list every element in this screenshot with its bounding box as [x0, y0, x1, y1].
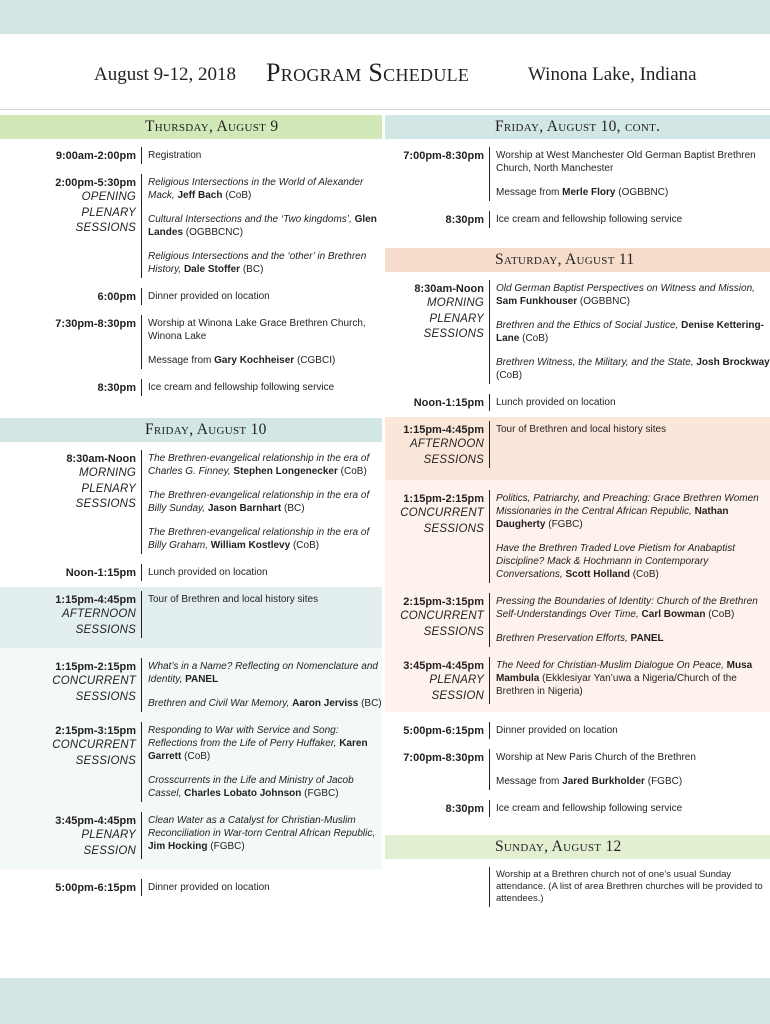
slot-entry: Registration	[148, 150, 202, 161]
speaker-name: Denise Kettering-Lane	[496, 320, 764, 344]
header-divider	[0, 109, 770, 110]
session-label: SESSIONS	[423, 522, 484, 535]
slot-entry: Ice cream and fellowship following service	[496, 803, 683, 814]
top-band	[0, 0, 770, 34]
event-dates: August 9-12, 2018	[94, 64, 236, 85]
slot-entry: Lunch provided on location	[496, 397, 616, 408]
speaker-name: Merle Flory	[562, 187, 616, 198]
speaker-name: Carl Bowman	[641, 609, 706, 620]
session-label: OPENING	[81, 191, 136, 203]
session-label: MORNING	[427, 297, 484, 309]
session-label: SESSIONS	[423, 453, 484, 466]
session-label: PLENARY	[81, 482, 136, 495]
session-entry: Brethren Witness, the Military, and the State, Josh Brockway (CoB)	[496, 357, 770, 381]
slot-time: 7:00pm-8:30pm	[403, 752, 484, 764]
session-entry: The Need for Christian-Muslim Dialogue On Peace, Musa Mambula (Ekklesiyar Yan’uwa a Nigeria/Church of the Brethren in Nigeria)	[496, 660, 753, 697]
slot-time: 1:15pm-2:15pm	[403, 493, 484, 505]
speaker-name: Karen Garrett	[148, 738, 368, 762]
speaker-name: Jim Hocking	[148, 841, 208, 852]
schedule-slot	[385, 722, 770, 739]
session-entry: Crosscurrents in the Life and Ministry of Jacob Cassel, Charles Lobato Johnson (FGBC)	[148, 775, 354, 799]
slot-time: 1:15pm-2:15pm	[55, 661, 136, 673]
slot-time: 9:00am-2:00pm	[55, 150, 136, 162]
session-entry: Old German Baptist Perspectives on Witness and Mission, Sam Funkhouser (OGBBNC)	[496, 283, 755, 307]
slot-time: 7:00pm-8:30pm	[403, 150, 484, 162]
slot-entry: Worship at Winona Lake Grace Brethren Church, Winona Lake	[148, 318, 366, 342]
schedule-slot	[0, 288, 382, 305]
slot-entry: Message from Merle Flory (OGBBNC)	[496, 187, 669, 198]
right-column	[385, 115, 770, 907]
schedule-slot	[0, 648, 382, 712]
slot-time: 1:15pm-4:45pm	[55, 594, 136, 606]
session-entry: What’s in a Name? Reflecting on Nomenclature and Identity, PANEL	[148, 661, 378, 685]
speaker-name: Musa Mambula	[496, 660, 753, 684]
session-label: SESSIONS	[75, 498, 136, 510]
slot-entry: Ice cream and fellowship following service	[496, 214, 683, 225]
session-label: CONCURRENT	[400, 507, 484, 519]
session-label: AFTERNOON	[62, 608, 136, 620]
slot-time: Noon-1:15pm	[413, 397, 484, 409]
session-entry: Brethren and the Ethics of Social Justice, Denise Kettering-Lane (CoB)	[496, 320, 764, 344]
session-entry: Religious Intersections in the World of Alexander Mack, Jeff Bach (CoB)	[148, 177, 364, 201]
speaker-name: Aaron Jerviss	[292, 698, 359, 709]
schedule-slot	[385, 394, 770, 411]
speaker-name: Josh Brockway	[696, 357, 770, 368]
schedule-slot	[0, 315, 382, 369]
speaker-name: Jared Burkholder	[562, 776, 645, 787]
session-label: CONCURRENT	[52, 675, 136, 687]
slot-entry: Ice cream and fellowship following service	[148, 382, 335, 393]
session-label: SESSIONS	[75, 690, 136, 703]
session-entry: Brethren and Civil War Memory, Aaron Jerviss (BC)	[148, 698, 382, 709]
slot-time: 5:00pm-6:15pm	[403, 725, 484, 737]
session-entry: The Brethren-evangelical relationship in the era of Charles G. Finney, Stephen Longenecker (CoB)	[148, 453, 370, 477]
saturday-heading: Saturday, August 11	[385, 248, 770, 272]
slot-entry: Tour of Brethren and local history sites	[496, 424, 667, 435]
slot-time: 2:00pm-5:30pm	[55, 177, 136, 189]
session-label: PLENARY	[429, 674, 484, 686]
schedule-slot	[0, 722, 382, 802]
schedule-slot	[385, 749, 770, 790]
session-entry: Responding to War with Service and Song: Reflections from the Life of Perry Huffaker, Karen Garrett (CoB)	[148, 725, 368, 762]
left-column	[0, 115, 382, 896]
slot-entry: Dinner provided on location	[148, 882, 270, 893]
slot-entry: Worship at West Manchester Old German Baptist Brethren Church, North Manchester	[496, 150, 756, 174]
schedule-slot	[385, 211, 770, 228]
slot-time: 3:45pm-4:45pm	[403, 660, 484, 672]
schedule-slot	[0, 450, 382, 554]
schedule-slot-highlight	[0, 587, 382, 648]
session-label: PLENARY	[81, 206, 136, 219]
schedule-slot	[385, 800, 770, 817]
session-label: SESSION	[431, 689, 484, 702]
slot-entry: Worship at a Brethren church not of one’s usual Sunday attendance. (A list of area Brethren churches will be provided to attendees.)	[496, 869, 763, 904]
schedule-slot	[385, 480, 770, 583]
session-label: SESSIONS	[75, 623, 136, 636]
slot-time: 5:00pm-6:15pm	[55, 882, 136, 894]
thursday-heading: Thursday, August 9	[0, 115, 382, 139]
speaker-name: Dale Stoffer	[183, 264, 241, 275]
friday-heading: Friday, August 10	[0, 418, 382, 442]
speaker-name: Gary Kochheiser	[214, 355, 295, 366]
session-label: AFTERNOON	[410, 438, 484, 450]
sunday-heading: Sunday, August 12	[385, 835, 770, 859]
session-label: SESSIONS	[75, 222, 136, 234]
speaker-name: PANEL	[185, 674, 219, 685]
schedule-slot	[0, 379, 382, 396]
session-entry: Politics, Patriarchy, and Preaching: Grace Brethren Women Missionaries in the Central African Republic, Nathan Daugherty (FGBC)	[496, 493, 759, 530]
session-label: CONCURRENT	[400, 610, 484, 622]
session-entry: Have the Brethren Traded Love Pietism for Anabaptist Discipline? Mack & Hochmann in Contemporary Conversations, Scott Holland (CoB)	[496, 543, 736, 580]
schedule-slot	[385, 657, 770, 712]
schedule-slot	[385, 593, 770, 647]
session-entry: Religious Intersections and the ‘other’ in Brethren History, Dale Stoffer (BC)	[148, 251, 367, 275]
session-entry: Brethren Preservation Efforts, PANEL	[496, 633, 664, 644]
slot-entry: Lunch provided on location	[148, 567, 268, 578]
schedule-slot	[0, 564, 382, 581]
slot-time: 2:15pm-3:15pm	[403, 596, 484, 608]
session-label: MORNING	[79, 467, 136, 479]
session-label: SESSIONS	[423, 328, 484, 340]
slot-time: 8:30am-Noon	[66, 453, 136, 465]
slot-time: 1:15pm-4:45pm	[403, 424, 484, 436]
speaker-name: PANEL	[630, 633, 664, 644]
friday-cont-heading: Friday, August 10, cont.	[385, 115, 770, 139]
speaker-name: Glen Landes	[148, 214, 377, 238]
speaker-name: Jeff Bach	[177, 190, 223, 201]
speaker-name: Charles Lobato Johnson	[184, 788, 302, 799]
slot-time: 2:15pm-3:15pm	[55, 725, 136, 737]
event-location: Winona Lake, Indiana	[528, 64, 697, 85]
slot-time: 8:30pm	[445, 214, 484, 226]
slot-time: Noon-1:15pm	[65, 567, 136, 579]
slot-time: 8:30pm	[445, 803, 484, 815]
slot-time: 8:30am-Noon	[414, 283, 484, 295]
session-entry: The Brethren-evangelical relationship in the era of Billy Sunday, Jason Barnhart (BC)	[148, 490, 370, 514]
session-entry: Pressing the Boundaries of Identity: Church of the Brethren Self-Understandings Over Time, Carl Bowman (CoB)	[496, 596, 758, 620]
schedule-slot	[385, 147, 770, 201]
speaker-name: Jason Barnhart	[207, 503, 282, 514]
session-entry: Cultural Intersections and the ‘Two kingdoms’, Glen Landes (OGBBCNC)	[148, 214, 377, 238]
speaker-name: William Kostlevy	[210, 540, 291, 551]
speaker-name: Stephen Longenecker	[233, 466, 338, 477]
page-header	[0, 58, 770, 98]
page-title: Program Schedule	[266, 58, 470, 87]
slot-time: 7:30pm-8:30pm	[55, 318, 136, 330]
slot-entry: Message from Jared Burkholder (FGBC)	[496, 776, 683, 787]
speaker-name: Nathan Daugherty	[496, 506, 729, 530]
slot-entry: Worship at New Paris Church of the Brethren	[496, 752, 696, 763]
slot-time: 3:45pm-4:45pm	[55, 815, 136, 827]
schedule-slot-highlight	[385, 417, 770, 480]
slot-entry: Tour of Brethren and local history sites	[148, 594, 319, 605]
slot-entry: Dinner provided on location	[496, 725, 618, 736]
session-entry: The Brethren-evangelical relationship in the era of Billy Graham, William Kostlevy (CoB)	[148, 527, 370, 551]
slot-entry: Dinner provided on location	[148, 291, 270, 302]
speaker-name: Scott Holland	[565, 569, 630, 580]
schedule-slot	[0, 879, 382, 896]
slot-time: 8:30pm	[97, 382, 136, 394]
session-label: PLENARY	[429, 312, 484, 325]
slot-entry: Message from Gary Kochheiser (CGBCI)	[148, 355, 336, 366]
session-label: SESSIONS	[75, 754, 136, 767]
session-entry: Clean Water as a Catalyst for Christian-Muslim Reconciliation in War-torn Central African Republic, Jim Hocking (FGBC)	[148, 815, 376, 852]
schedule-slot	[385, 867, 770, 907]
slot-time: 6:00pm	[97, 291, 136, 303]
session-label: SESSIONS	[423, 625, 484, 638]
schedule-slot	[0, 812, 382, 869]
schedule-slot	[0, 147, 382, 164]
schedule-slot	[385, 280, 770, 384]
speaker-name: Sam Funkhouser	[496, 296, 578, 307]
session-label: PLENARY	[81, 829, 136, 841]
bottom-band	[0, 978, 770, 1024]
session-label: SESSION	[83, 844, 136, 857]
schedule-slot	[0, 174, 382, 278]
session-label: CONCURRENT	[52, 739, 136, 751]
